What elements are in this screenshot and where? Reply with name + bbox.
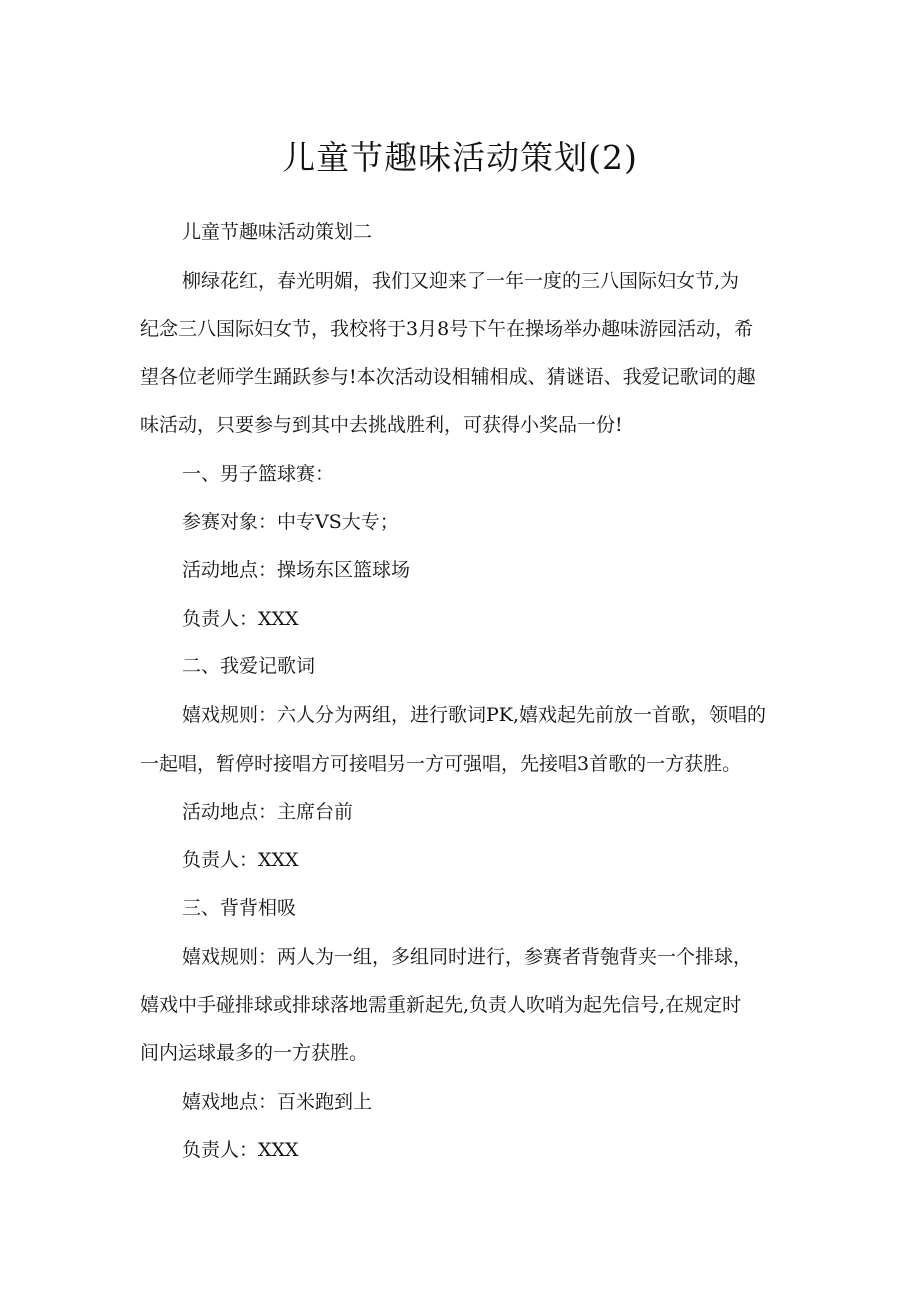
paragraph-line: 活动地点：主席台前 [182,801,354,823]
paragraph-line: 望各位老师学生踊跃参与!本次活动设相辅相成、猜谜语、我爱记歌词的趣 [140,366,756,388]
paragraph-line: 间内运球最多的一方获胜。 [140,1042,369,1064]
paragraph-line: 味活动，只要参与到其中去挑战胜利，可获得小奖品一份! [140,414,623,436]
subtitle-line: 儿童节趣味活动策划二 [182,221,373,243]
section-heading: 三、背背相吸 [182,897,297,919]
paragraph-line: 一起唱，暂停时接唱方可接唱另一方可强唱，先接唱3首歌的一方获胜。 [140,753,742,775]
paragraph-line: 纪念三八国际妇女节，我校将于3月8号下午在操场举办趣味游园活动，希 [140,318,754,340]
document-title: 儿童节趣味活动策划(2) [282,138,638,177]
paragraph-line: 嬉戏规则：六人分为两组，进行歌词PK,嬉戏起先前放一首歌，领唱的 [182,704,767,726]
paragraph-line: 活动地点：操场东区篮球场 [182,559,411,581]
paragraph-line: 负责人：XXX [182,608,299,630]
section-heading: 二、我爱记歌词 [182,655,316,677]
paragraph-line: 嬉戏地点：百米跑到上 [182,1091,373,1113]
section-heading: 一、男子篮球赛： [182,463,335,485]
paragraph-line: 柳绿花红，春光明媚，我们又迎来了一年一度的三八国际妇女节,为 [182,270,740,292]
paragraph-line: 参赛对象：中专VS大专； [182,511,399,533]
paragraph-line: 负责人：XXX [182,1139,299,1161]
paragraph-line: 嬉戏中手碰排球或排球落地需重新起先,负责人吹哨为起先信号,在规定时 [140,994,742,1016]
paragraph-line: 嬉戏规则：两人为一组，多组同时进行，参赛者背匏背夹一个排球， [182,946,753,968]
paragraph-line: 负责人：XXX [182,849,299,871]
